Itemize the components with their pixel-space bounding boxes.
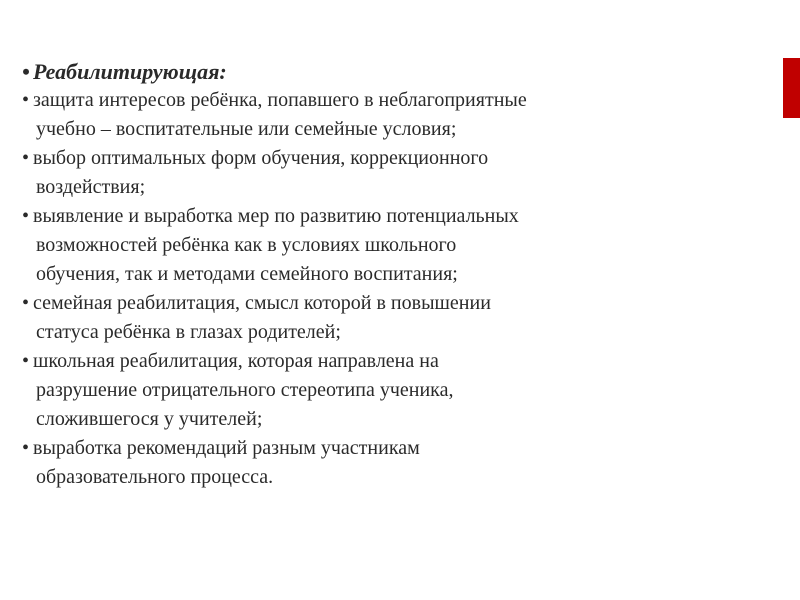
heading-text: Реабилитирующая: bbox=[33, 59, 227, 84]
bullet-text bbox=[33, 289, 762, 347]
bullet-dot: • bbox=[22, 59, 30, 84]
bullet-text bbox=[33, 86, 762, 144]
bullet-item bbox=[22, 144, 762, 202]
bullet-line: выработка рекомендаций разным участникам bbox=[33, 437, 420, 459]
bullet-line: школьная реабилитация, которая направлена на bbox=[33, 350, 439, 372]
bullet-line: возможностей ребёнка как в условиях школьного bbox=[36, 234, 457, 256]
bullet-dot: • bbox=[22, 437, 30, 459]
bullet-dot: • bbox=[22, 292, 30, 314]
bullet-dot: • bbox=[22, 89, 30, 111]
bullet-item bbox=[22, 347, 762, 434]
bullet-text bbox=[33, 434, 762, 492]
bullet-text bbox=[33, 347, 762, 434]
bullet-item bbox=[22, 86, 762, 144]
slide-heading bbox=[22, 58, 762, 86]
bullet-dot: • bbox=[22, 147, 30, 169]
bullet-dot: • bbox=[22, 350, 30, 372]
bullet-line: образовательного процесса. bbox=[36, 466, 274, 488]
bullet-line: статуса ребёнка в глазах родителей; bbox=[36, 321, 341, 343]
bullet-line: защита интересов ребёнка, попавшего в неблагоприятные bbox=[33, 89, 527, 111]
bullet-line: учебно – воспитательные или семейные условия; bbox=[36, 118, 457, 140]
bullet-line: семейная реабилитация, смысл которой в повышении bbox=[33, 292, 491, 314]
bullet-item bbox=[22, 289, 762, 347]
bullet-item bbox=[22, 434, 762, 492]
accent-bar bbox=[783, 58, 800, 118]
bullet-item bbox=[22, 202, 762, 289]
bullet-line: выбор оптимальных форм обучения, коррекционного bbox=[33, 147, 489, 169]
bullet-line: разрушение отрицательного стереотипа ученика, bbox=[36, 379, 454, 401]
bullet-line: обучения, так и методами семейного воспитания; bbox=[36, 263, 458, 285]
bullet-text bbox=[33, 202, 762, 289]
bullet-line: выявление и выработка мер по развитию потенциальных bbox=[33, 205, 519, 227]
bullet-dot: • bbox=[22, 205, 30, 227]
bullet-line: сложившегося у учителей; bbox=[36, 408, 263, 430]
bullet-text bbox=[33, 144, 762, 202]
slide-content bbox=[22, 58, 762, 492]
bullet-line: воздействия; bbox=[36, 176, 146, 198]
